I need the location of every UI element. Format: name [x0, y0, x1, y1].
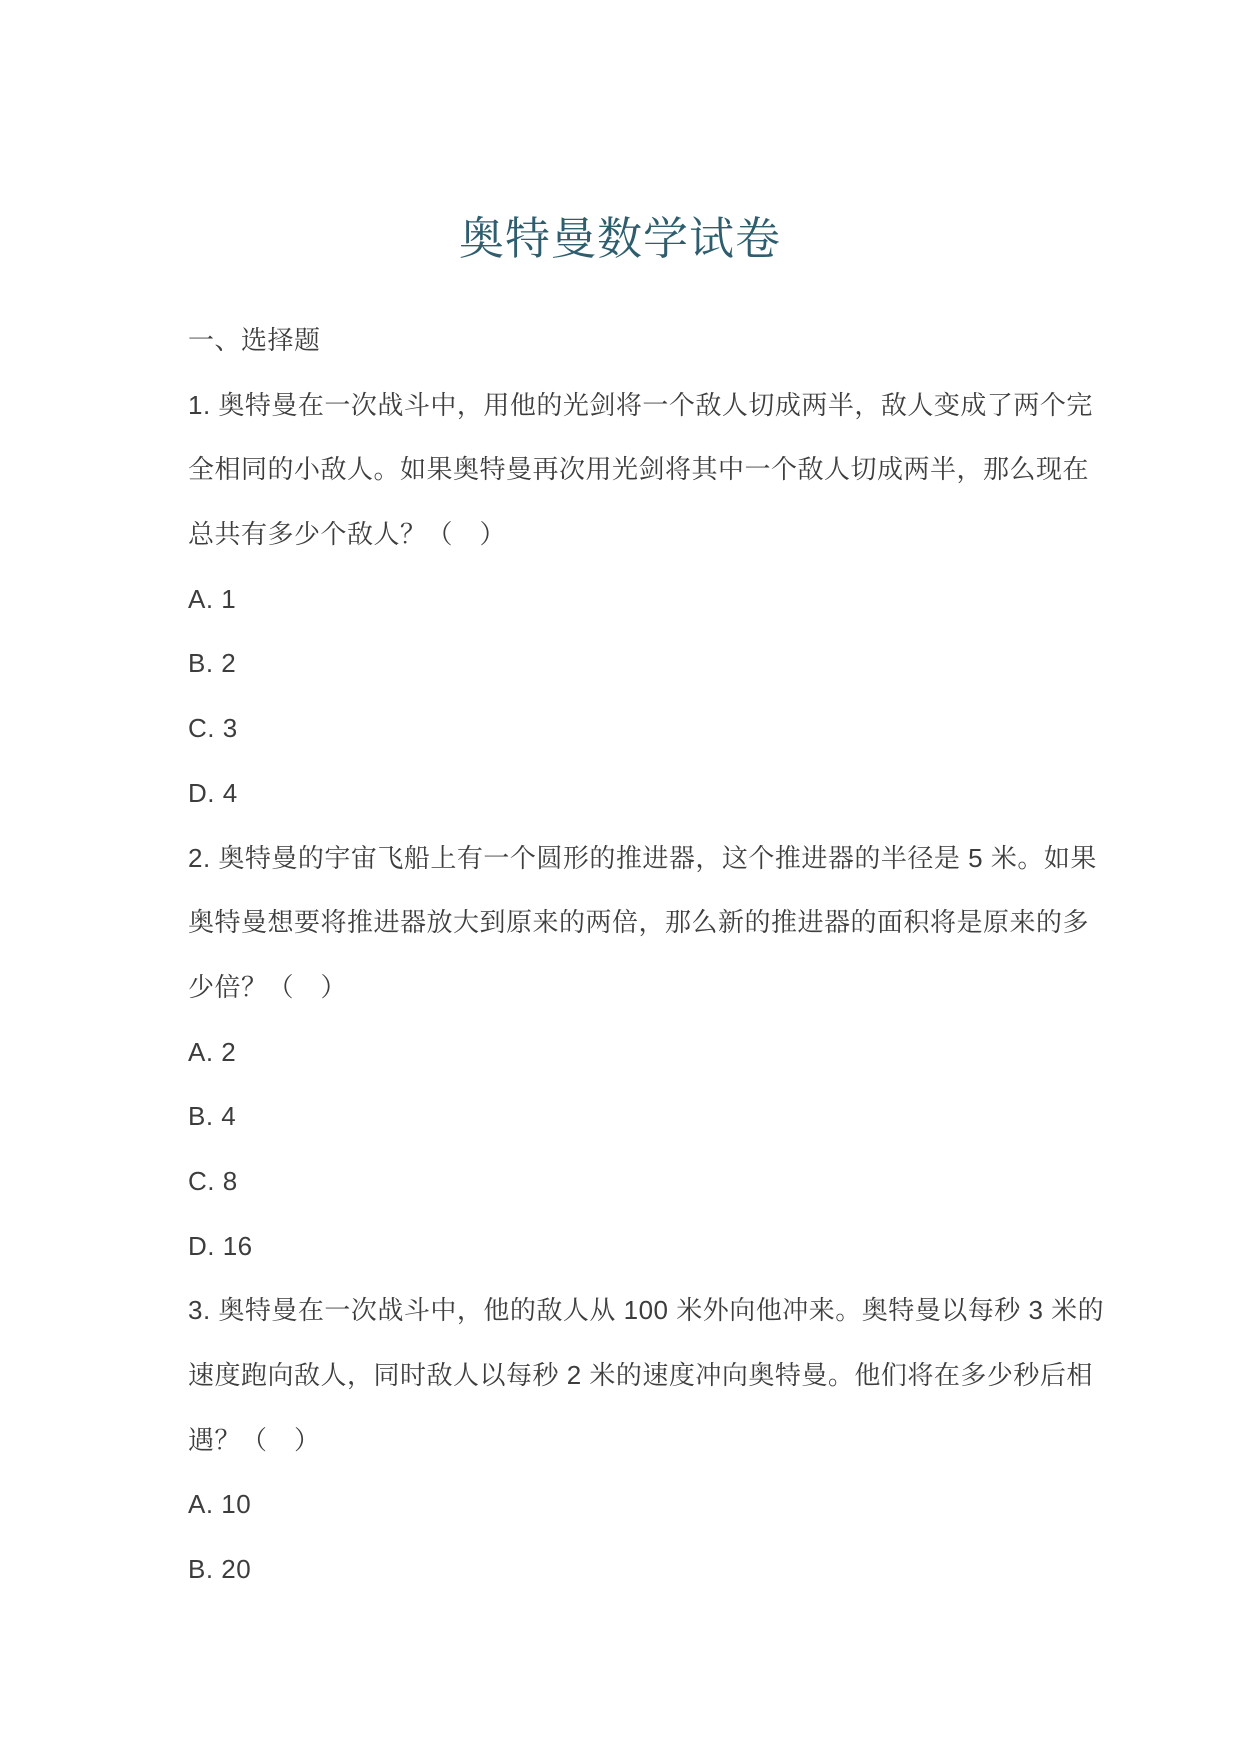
question-2-line-3: 少倍？（ ）: [188, 971, 348, 1002]
question-1-option-a: A. 1: [188, 583, 237, 614]
question-3-line-1: 3. 奥特曼在一次战斗中，他的敌人从 100 米外向他冲来。奥特曼以每秒 3 米的: [188, 1295, 1105, 1326]
question-3-option-b: B. 20: [188, 1554, 252, 1585]
question-2-option-d: D. 16: [188, 1230, 253, 1261]
question-1-line-3: 总共有多少个敌人？（ ）: [188, 519, 507, 550]
question-1-line-2: 全相同的小敌人。如果奥特曼再次用光剑将其中一个敌人切成两半，那么现在: [188, 454, 1090, 485]
question-2-option-b: B. 4: [188, 1101, 237, 1132]
question-3-line-2: 速度跑向敌人，同时敌人以每秒 2 米的速度冲向奥特曼。他们将在多少秒后相: [188, 1360, 1093, 1390]
question-1-option-d: D. 4: [188, 777, 238, 808]
question-1-option-c: C. 3: [188, 713, 238, 744]
question-1-line-1: 1. 奥特曼在一次战斗中，用他的光剑将一个敌人切成两半，敌人变成了两个完: [188, 389, 1093, 420]
question-2-line-1: 2. 奥特曼的宇宙飞船上有一个圆形的推进器，这个推进器的半径是 5 米。如果: [188, 842, 1097, 873]
question-2-option-c: C. 8: [188, 1165, 238, 1196]
document-title: 奥特曼数学试卷: [458, 213, 781, 264]
section-heading: 一、选择题: [188, 325, 321, 355]
question-1-option-b: B. 2: [188, 648, 237, 679]
question-2-line-2: 奥特曼想要将推进器放大到原来的两倍，那么新的推进器的面积将是原来的多: [188, 907, 1090, 938]
document-body: [188, 308, 1105, 1602]
question-3-option-a: A. 10: [188, 1489, 252, 1520]
question-3-line-3: 遇？（ ）: [188, 1424, 321, 1455]
question-2-option-a: A. 2: [188, 1036, 237, 1067]
